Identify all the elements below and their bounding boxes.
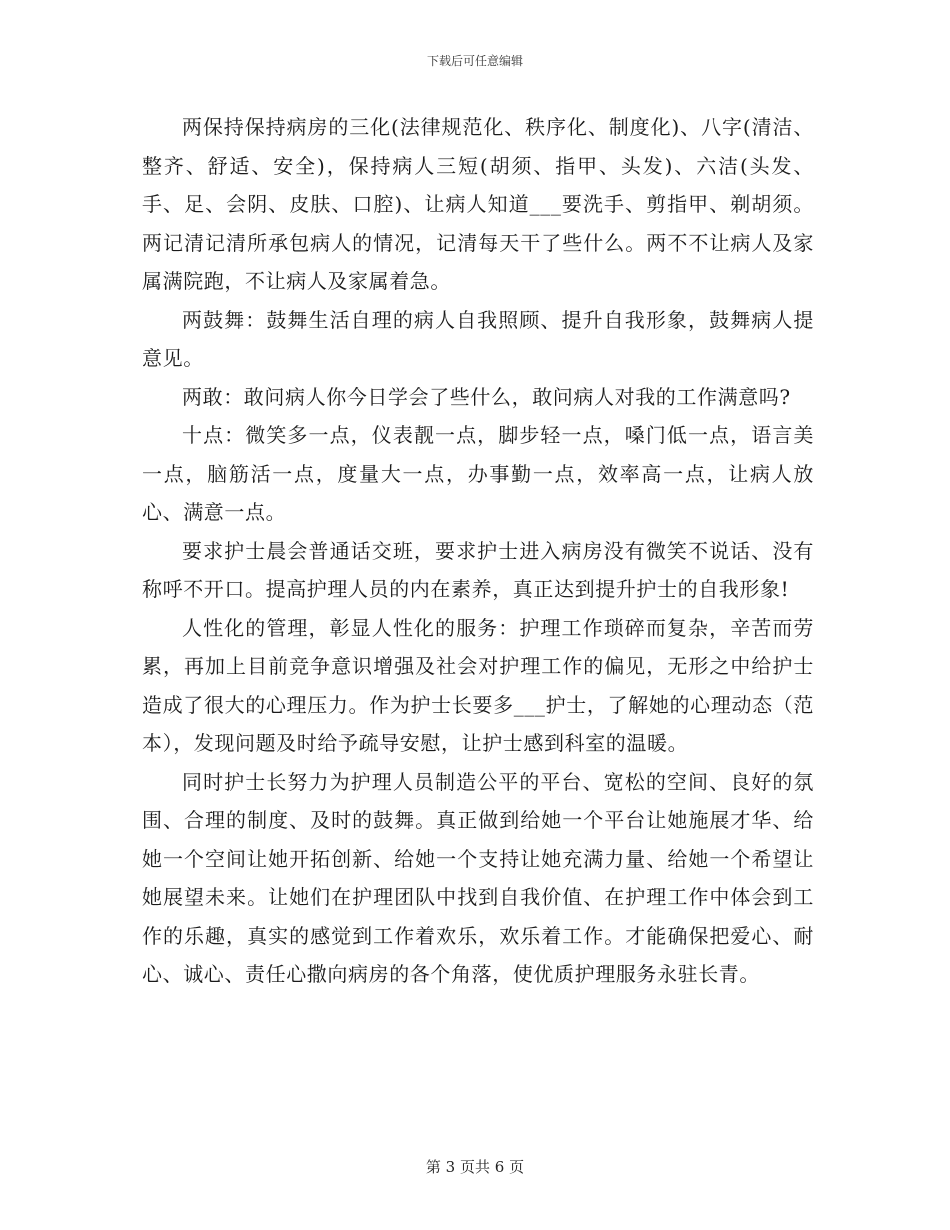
page-footer: 第 3 页共 6 页 [425, 1158, 525, 1176]
paragraph-requirements: 要求护士晨会普通话交班，要求护士进入病房没有微笑不说话、没有称呼不开口。提高护理人员的内在素养，真正达到提升护士的自我形象! [142, 538, 814, 601]
paragraph-head-nurse-efforts: 同时护士长努力为护理人员制造公平的平台、宽松的空间、良好的氛围、合理的制度、及时的鼓舞。真正做到给她一个平台让她施展才华、给她一个空间让她开拓创新、给她一个支持让她充满力量、给她一个希望让她展望未来。让她们在护理团队中找到自我价值、在护理工作中体会到工作的乐趣，真实的感觉到工作着欢乐，欢乐着工作。才能确保把爱心、耐心、诚心、责任心撒向病房的各个角落，使优质护理服务永驻长青。 [142, 769, 814, 986]
page-header: 下载后可任意编辑 [426, 54, 523, 68]
paragraph-humanized-management: 人性化的管理，彰显人性化的服务：护理工作琐碎而复杂，辛苦而劳累，再加上目前竞争意识增强及社会对护理工作的偏见，无形之中给护士造成了很大的心理压力。作为护士长要多___护士，了解她的心理动态（范本），发现问题及时给予疏导安慰，让护士感到科室的温暖。 [142, 615, 814, 755]
document-body [142, 108, 814, 994]
paragraph-two-dares: 两敢：敢问病人你今日学会了些什么，敢问病人对我的工作满意吗? [182, 384, 791, 409]
paragraph-two-encourages: 两鼓舞：鼓舞生活自理的病人自我照顾、提升自我形象，鼓舞病人提意见。 [142, 307, 814, 370]
paragraph-two-maintains: 两保持保持病房的三化(法律规范化、秩序化、制度化)、八字(清洁、整齐、舒适、安全)，保持病人三短(胡须、指甲、头发)、六洁(头发、手、足、会阴、皮肤、口腔)、让病人知道___要洗手、剪指甲、剃胡须。两记清记清所承包病人的情况，记清每天干了些什么。两不不让病人及家属满院跑，不让病人及家属着急。 [142, 115, 814, 293]
paragraph-ten-points: 十点：微笑多一点，仪表靓一点，脚步轻一点，嗓门低一点，语言美一点，脑筋活一点，度量大一点，办事勤一点，效率高一点，让病人放心、满意一点。 [142, 423, 814, 524]
